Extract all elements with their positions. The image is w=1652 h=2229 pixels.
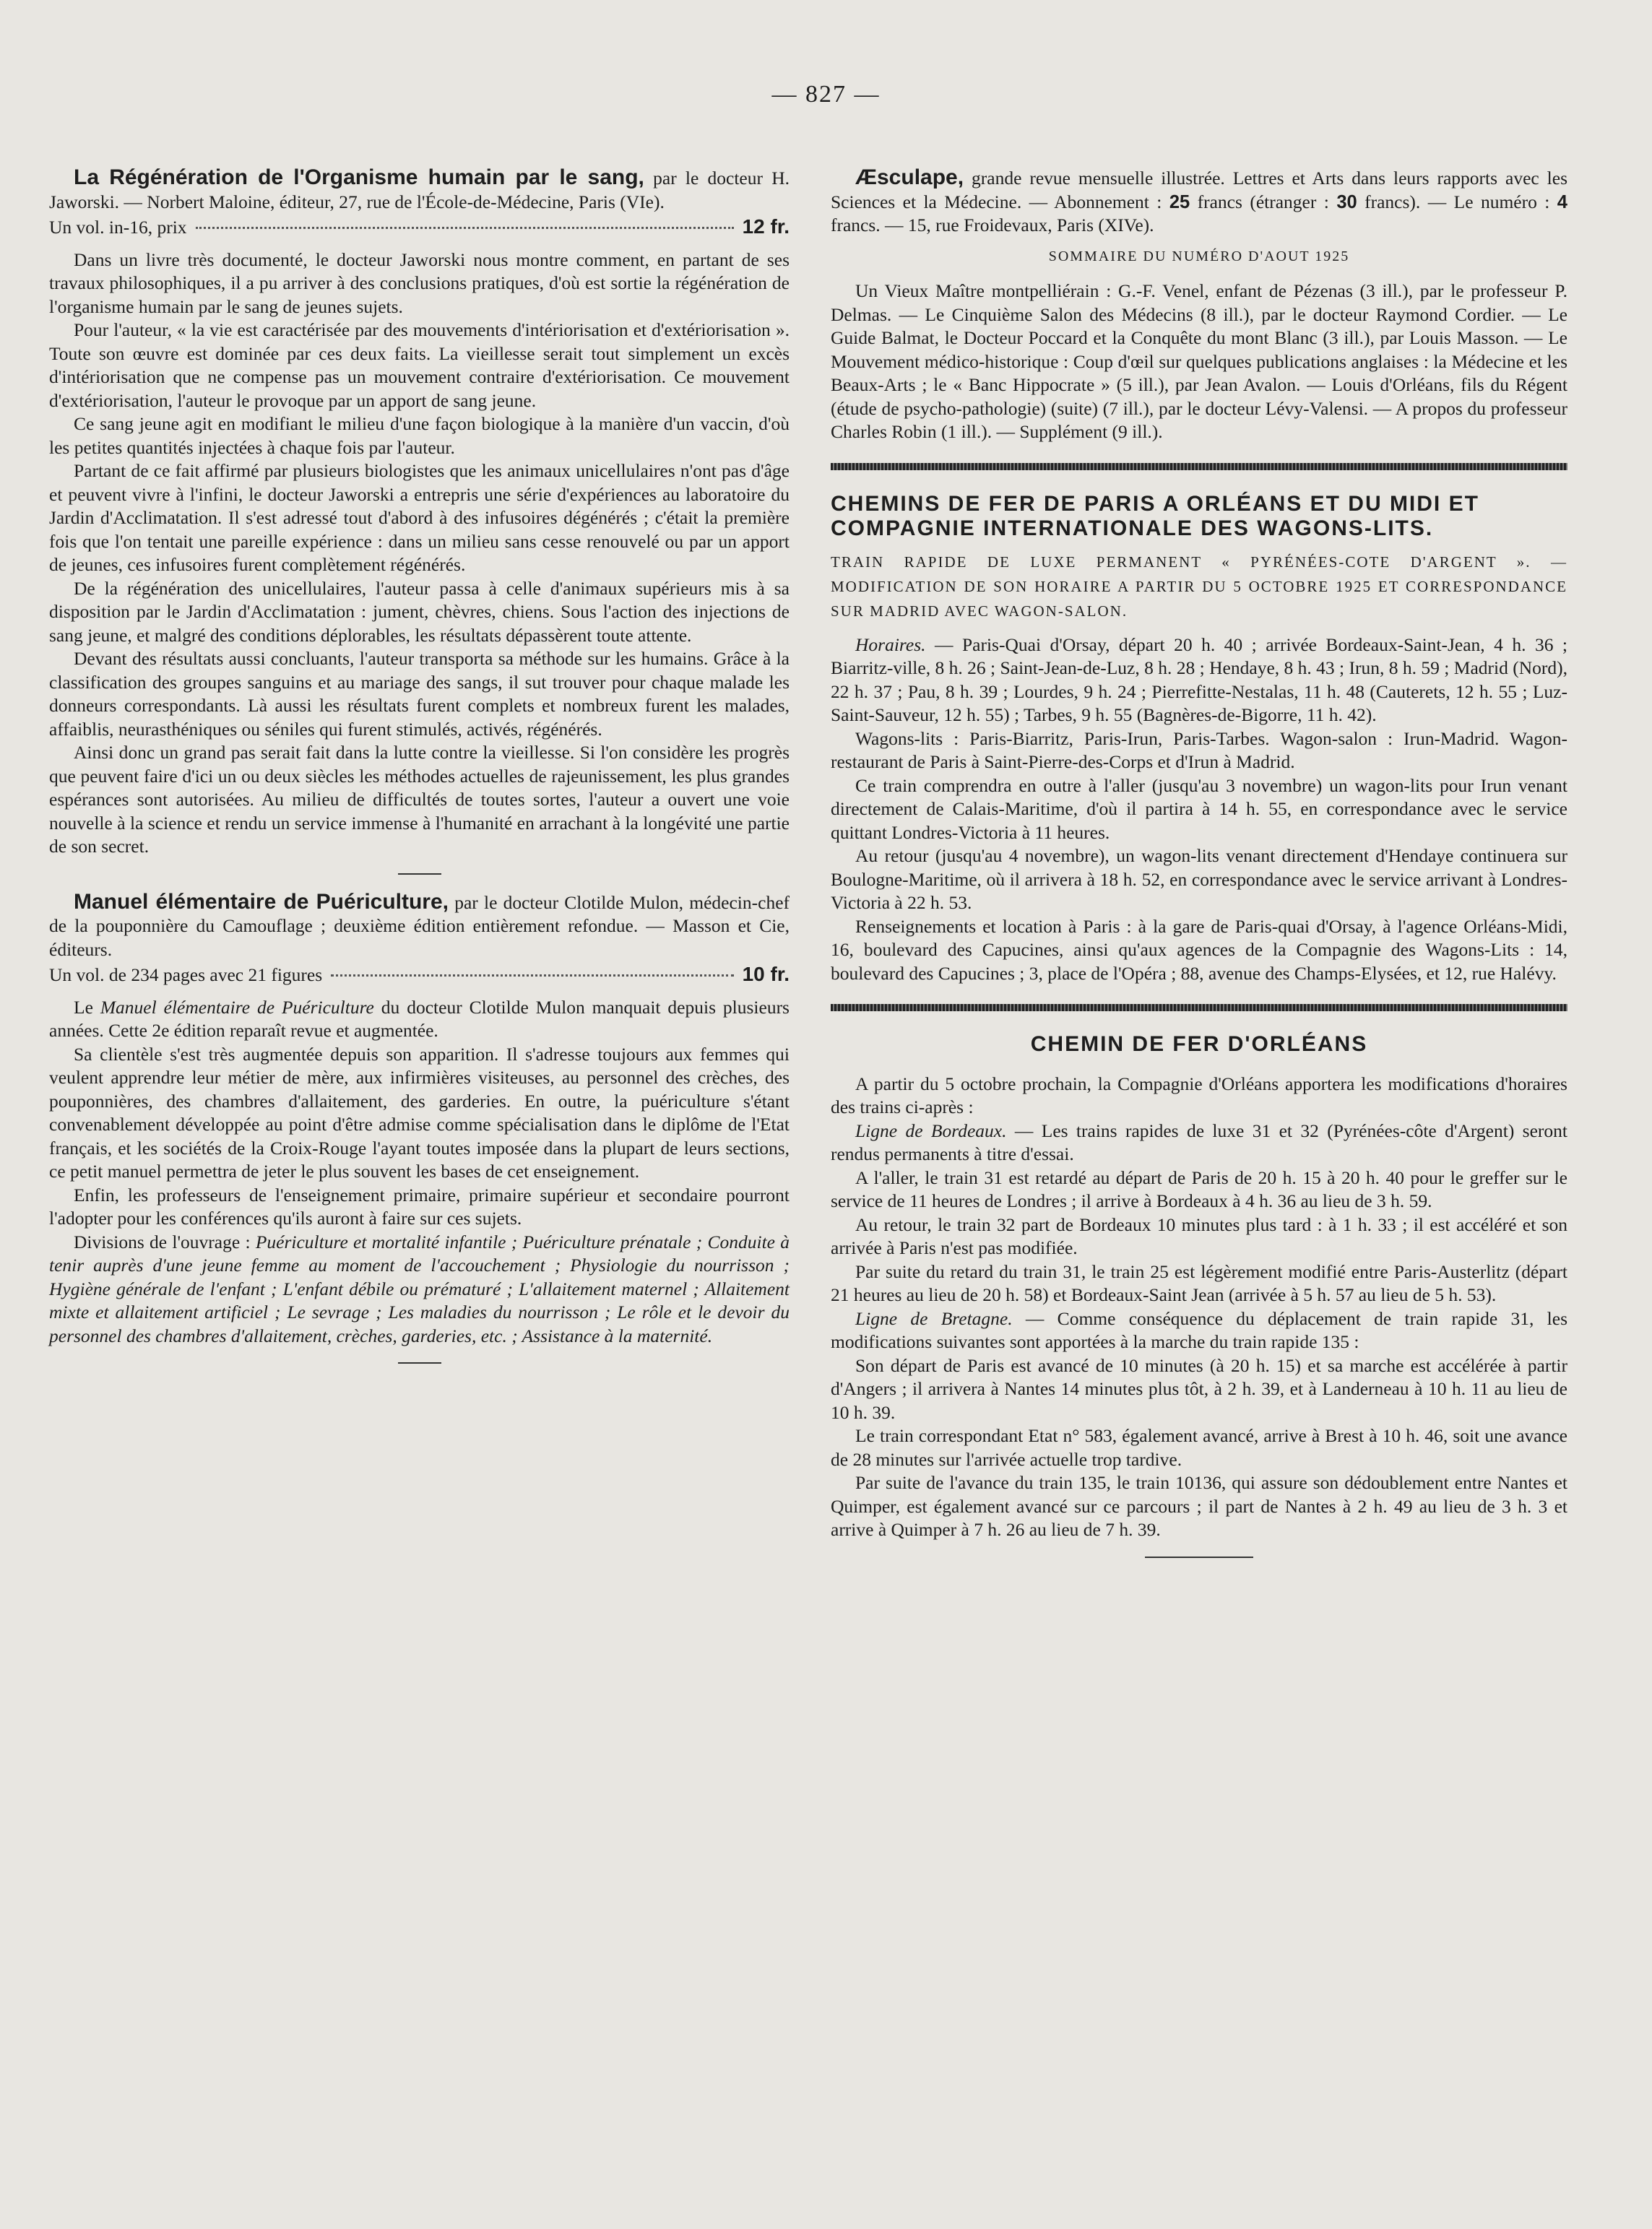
label: Ligne de Bordeaux.: [855, 1120, 1007, 1141]
right-column: [831, 166, 1567, 1574]
paragraph: Ce sang jeune agit en modifiant le milieu d'une façon biologique à la manière d'un vaccin, d'où les petites quantités injectées à chaque fois par l'auteur.: [49, 413, 790, 458]
text: francs. — 15, rue Froidevaux, Paris (XIVe).: [831, 215, 1154, 235]
paragraph: [831, 1307, 1567, 1354]
paragraph: Partant de ce fait affirmé par plusieurs biologistes que les animaux unicellulaires n'ont pas d'âge et peuvent vivre à l'infini, le docteur Jaworski a entrepris une série d'expériences au laboratoire du Jardin d'Acclimatation. Il s'est adressé tout d'abord à des infusoires dégénérés ; c'était la première fois que l'on tentait une pareille expérience : dans un milieu sans cesse renouvelé ou par un apport de jeunes, ces infusoires furent complètement régénérés.: [49, 460, 790, 575]
text: Le: [74, 996, 100, 1018]
heavy-rule: [831, 463, 1567, 470]
sommaire-heading: SOMMAIRE DU NUMÉRO D'AOUT 1925: [1048, 248, 1350, 264]
paragraph: Wagons-lits : Paris-Biarritz, Paris-Irun, Paris-Tarbes. Wagon-salon : Irun-Madrid. Wagon-restaurant de Paris à Saint-Pierre-des-Corps et d'Irun à Madrid.: [831, 727, 1567, 772]
dot-leader: [196, 227, 734, 229]
section-divider: [398, 1362, 441, 1364]
paragraph: [831, 1120, 1567, 1167]
book-title: Manuel élémentaire de Puériculture: [100, 996, 374, 1018]
paragraph: Par suite de l'avance du train 135, le train 10136, qui assure son dédoublement entre Nantes et Quimper, est également avancé sur ce parcours ; il part de Nantes à 2 h. 49 au lieu de 3 h. 3 et arrive à Quimper à 7 h. 26 au lieu de 7 h. 39.: [831, 1472, 1567, 1540]
article-byline: par le docteur H. Jaworski. — Norbert Maloine, éditeur, 27, rue de l'École-de-Médecine, Paris (VIe).: [49, 168, 790, 212]
divisions-list: Puériculture et mortalité infantile ; Puériculture prénatale ; Conduite à tenir auprès d'une jeune femme au moment de l'accouchement ; Physiologie du nourrisson ; Hygiène générale de l'enfant ; L'enfant débile ou prématuré ; L'allaitement maternel ; Allaitement mixte et allaitement artificiel ; Le sevrage ; Les maladies du nourrisson ; Le rôle et le devoir du personnel des chambres d'allaitement, crèches, garderies, etc. ; Assistance à la maternité.: [49, 1231, 790, 1346]
text: — Les trains rapides de luxe 31 et 32 (Pyrénées-côte d'Argent) seront rendus permanents à titre d'essai.: [831, 1120, 1568, 1164]
article-regeneration-header: [49, 166, 790, 214]
article-puericulture-header: [49, 891, 790, 962]
volume-line: [49, 963, 790, 987]
paragraph: A partir du 5 octobre prochain, la Compagnie d'Orléans apportera les modifications d'horaires des trains ci-après :: [831, 1073, 1567, 1117]
journal-title: Æsculape,: [855, 165, 964, 189]
section-divider: [1145, 1557, 1253, 1558]
paragraph: Au retour (jusqu'au 4 novembre), un wagon-lits venant directement d'Hendaye continuera sur Boulogne-Maritime, où il arrivera à 18 h. 52, en correspondance avec le service arrivant à Londres-Victoria à 22 h. 53.: [831, 845, 1567, 913]
paragraph: Ainsi donc un grand pas serait fait dans la lutte contre la vieillesse. Si l'on considère les progrès que peuvent faire d'ici un ou deux siècles les méthodes actuelles de rajeunissement, les plus grandes espérances sont autorisées. Au milieu de difficultés de toutes sortes, l'auteur a ouvert une voie nouvelle à la science et rendu un service immense à l'humanité en arrachant à la longévité une partie de son secret.: [49, 742, 790, 857]
article-title: Manuel élémentaire de Puériculture,: [74, 889, 449, 914]
text: francs (étranger :: [1190, 191, 1337, 212]
dot-leader: [331, 974, 733, 977]
paragraph: De la régénération des unicellulaires, l'auteur passa à celle d'animaux supérieurs mis à sa disposition par le Jardin d'Acclimatation : jument, chèvres, chiens. Sous l'action des injections de sang jeune, et malgré des conditions déplorables, les résultats dépassèrent toute attente.: [49, 577, 790, 646]
paragraph: Enfin, les professeurs de l'enseignement primaire, primaire supérieur et secondaire pourront l'adopter pour les conférences qu'ils auront à faire sur ces sujets.: [49, 1184, 790, 1229]
label: Ligne de Bretagne.: [855, 1307, 1013, 1329]
heavy-rule: [831, 1004, 1567, 1011]
paragraph: [49, 1231, 790, 1349]
volume-label: Un vol. in-16, prix: [49, 217, 187, 238]
aesculape-header: [831, 166, 1567, 238]
label: Horaires.: [855, 633, 926, 655]
price: 25: [1169, 191, 1190, 212]
price: 10 fr.: [742, 963, 790, 985]
paragraph: Dans un livre très documenté, le docteur Jaworski nous montre comment, en partant de ses travaux philosophiques, il a pu arriver à des conclusions pratiques, d'où est sortie la régénération de l'organisme humain par le sang de jeunes sujets.: [49, 248, 790, 317]
section-heading: CHEMINS DE FER DE PARIS A ORLÉANS ET DU MIDI ET COMPAGNIE INTERNATIONALE DES WAGONS-LITS.: [831, 491, 1479, 540]
price: 30: [1336, 191, 1357, 212]
paragraph: Sa clientèle s'est très augmentée depuis son apparition. Il s'adresse toujours aux femmes qui veulent apprendre leur métier de mère, aux infirmières visiteuses, au personnel des crèches, des pouponnières, des chambres d'allaitement, des garderies. En outre, la puériculture s'étant convenablement développée au point d'être admise comme spécialisation dans le diplôme de l'Etat français, et les sociétés de la Croix-Rouge l'ayant toutes imposée dans la plupart de leurs sections, ce petit manuel permettra de jeter le plus souvent les bases de cet enseignement.: [49, 1043, 790, 1182]
section-subheading: TRAIN RAPIDE DE LUXE PERMANENT « PYRÉNÉES-COTE D'ARGENT ». — MODIFICATION DE SON HORAIRE A PARTIR DU 5 OCTOBRE 1925 ET CORRESPONDANCE SUR MADRID AVEC WAGON-SALON.: [831, 553, 1567, 620]
section-heading: CHEMIN DE FER D'ORLÉANS: [1030, 1032, 1368, 1056]
paragraph: Renseignements et location à Paris : à la gare de Paris-quai d'Orsay, à l'agence Orléans-Midi, 16, boulevard des Capucines, ainsi qu'aux agences de la Compagnie des Wagons-Lits : 14, boulevard des Capucines ; 3, place de l'Opéra ; 88, avenue des Champs-Elysées, et 12, rue Halévy.: [831, 915, 1567, 984]
page-number: — 827 —: [771, 81, 881, 108]
text: — Paris-Quai d'Orsay, départ 20 h. 40 ; arrivée Bordeaux-Saint-Jean, 4 h. 36 ; Biarritz-ville, 8 h. 26 ; Saint-Jean-de-Luz, 8 h. 28 ; Hendaye, 8 h. 43 ; Irun, 8 h. 59 ; Madrid (Nord), 22 h. 37 ; Pau, 8 h. 39 ; Lourdes, 9 h. 24 ; Pierrefitte-Nestalas, 11 h. 48 (Cauterets, 12 h. 55 ; Luz-Saint-Sauveur, 12 h. 55) ; Tarbes, 9 h. 55 (Bagnères-de-Bigorre, 11 h. 42).: [831, 633, 1567, 725]
volume-line: [49, 215, 790, 240]
text: du docteur Clotilde Mulon manquait depuis plusieurs années. Cette 2e édition reparaît revue et augmentée.: [49, 996, 790, 1041]
left-column: [49, 166, 790, 1380]
paragraph: Un Vieux Maître montpelliérain : G.-F. Venel, enfant de Pézenas (3 ill.), par le professeur P. Delmas. — Le Cinquième Salon des Médecins (8 ill.), par le docteur Raymond Cordier. — Le Guide Balmat, le Docteur Poccard et la Conquête du mont Blanc (3 ill.), par Louis Masson. — Le Mouvement médico-historique : Coup d'œil sur quelques publications anglaises : la Médecine et les Beaux-Arts ; le « Banc Hippocrate » (5 ill.), par Jean Avalon. — Louis d'Orléans, fils du Régent (étude de psycho-pathologie) (suite) (7 ill.), par le docteur Lévy-Valensi. — A propos du professeur Charles Robin (1 ill.). — Supplément (9 ill.).: [831, 280, 1567, 442]
paragraph: Ce train comprendra en outre à l'aller (jusqu'au 3 novembre) un wagon-lits pour Irun venant directement de Calais-Maritime, d'où il partira à 14 h. 55, en correspondance avec le service quittant Londres-Victoria à 11 heures.: [831, 774, 1567, 843]
paragraph: Par suite du retard du train 31, le train 25 est légèrement modifié entre Paris-Austerlitz (départ 21 heures au lieu de 20 h. 58) et Bordeaux-Saint Jean (arrivée à 5 h. 57 au lieu de 5 h. 53).: [831, 1260, 1567, 1305]
paragraph: [831, 633, 1567, 727]
section-divider: [398, 873, 441, 875]
price: 12 fr.: [742, 215, 790, 238]
article-title: La Régénération de l'Organisme humain par le sang,: [74, 165, 644, 189]
volume-label: Un vol. de 234 pages avec 21 figures: [49, 964, 323, 985]
paragraph: Pour l'auteur, « la vie est caractérisée par des mouvements d'intériorisation et d'extériorisation ». Toute son œuvre est dominée par ces deux faits. La vieillesse serait tout simplement un excès d'intériorisation que ne compense pas un mouvement contraire d'extériorisation. Ce mouvement d'extériorisation, l'auteur le provoque par un apport de sang jeune.: [49, 319, 790, 411]
text: Divisions de l'ouvrage :: [74, 1231, 256, 1252]
paragraph: Au retour, le train 32 part de Bordeaux 10 minutes plus tard : à 1 h. 33 ; il est accéléré et son arrivée à Paris n'est pas modifiée.: [831, 1213, 1567, 1258]
article-byline: par le docteur Clotilde Mulon, médecin-chef de la pouponnière du Camouflage ; deuxième édition entièrement refondue. — Masson et Cie, éditeurs.: [49, 891, 790, 960]
paragraph: Son départ de Paris est avancé de 10 minutes (à 20 h. 15) et sa marche est accélérée à partir d'Angers ; il arrivera à Nantes 14 minutes plus tôt, à 2 h. 39, et à Landerneau à 10 h. 11 au lieu de 10 h. 39.: [831, 1354, 1567, 1423]
paragraph: A l'aller, le train 31 est retardé au départ de Paris de 20 h. 15 à 20 h. 40 pour le greffer sur le service de 11 heures de Londres ; il arrive à Bordeaux à 4 h. 36 au lieu de 3 h. 59.: [831, 1167, 1567, 1211]
text: — Comme conséquence du déplacement de train rapide 31, les modifications suivantes sont apportées à la marche du train rapide 135 :: [831, 1307, 1567, 1352]
paragraph: [49, 996, 790, 1043]
price: 4: [1557, 191, 1567, 212]
paragraph: Le train correspondant Etat n° 583, également avancé, arrive à Brest à 10 h. 46, soit une avance de 28 minutes sur l'arrivée actuelle trop tardive.: [831, 1425, 1567, 1470]
text: grande revue mensuelle illustrée. Lettres et Arts dans leurs rapports avec les Sciences et la Médecine. — Abonnement :: [831, 168, 1567, 212]
paragraph: Devant des résultats aussi concluants, l'auteur transporta sa méthode sur les humains. Grâce à la classification des groupes sanguins et au mariage des sangs, il sut trouver pour chaque malade les donneurs correspondants. Là aussi les résultats furent complets et nombreux furent les malades, affaiblis, neurasthéniques ou séniles qui furent stimulés, activés, régénérés.: [49, 648, 790, 740]
text: francs). — Le numéro :: [1357, 191, 1557, 212]
